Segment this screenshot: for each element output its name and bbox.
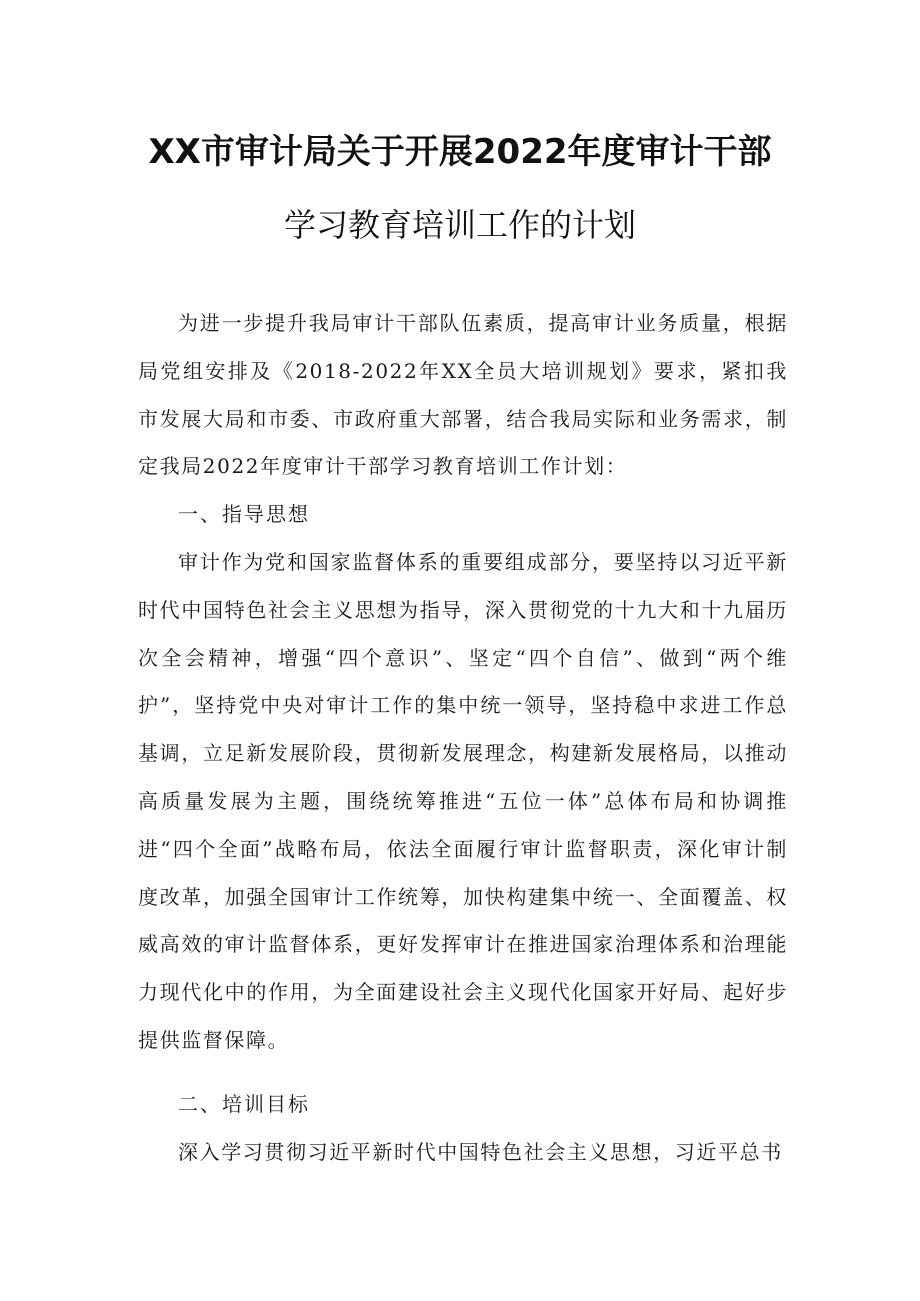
section-paragraph-guiding-ideology: 审计作为党和国家监督体系的重要组成部分，要坚持以习近平新时代中国特色社会主义思想为指导，深入贯彻党的十九大和十九届历次全会精神，增强“四个意识”、坚定“四个自信”、做到“两个维护”，坚持党中央对审计工作的集中统一领导，坚持稳中求进工作总基调，立足新发展阶段，贯彻新发展理念，构建新发展格局，以推动高质量发展为主题，围绕统筹推进“五位一体”总体布局和协调推进“四个全面”战略布局，依法全面履行审计监督职责，深化审计制度改革，加强全国审计工作统筹，加快构建集中统一、全面覆盖、权威高效的审计监督体系，更好发挥审计在推进国家治理体系和治理能力现代化中的作用，为全面建设社会主义现代化国家开好局、起好步提供监督保障。: [138, 549, 788, 1052]
section-heading-training-goals: 二、培训目标: [178, 1091, 310, 1116]
document-title-line-1: XX市审计局关于开展2022年度审计干部: [148, 132, 772, 172]
document-body: [138, 300, 788, 1176]
section-paragraph-training-goals: 深入学习贯彻习近平新时代中国特色社会主义思想，习近平总书: [178, 1139, 783, 1164]
section-heading-guiding-ideology: 一、指导思想: [178, 502, 310, 527]
document-title-line-2: 学习教育培训工作的计划: [283, 206, 636, 244]
section-spacer: [138, 1065, 788, 1081]
intro-paragraph: 为进一步提升我局审计干部队伍素质，提高审计业务质量，根据局党组安排及《2018-2022年XX全员大培训规划》要求，紧扣我市发展大局和市委、市政府重大部署，结合我局实际和业务需求，制定我局2022年度审计干部学习教育培训工作计划：: [138, 311, 788, 479]
